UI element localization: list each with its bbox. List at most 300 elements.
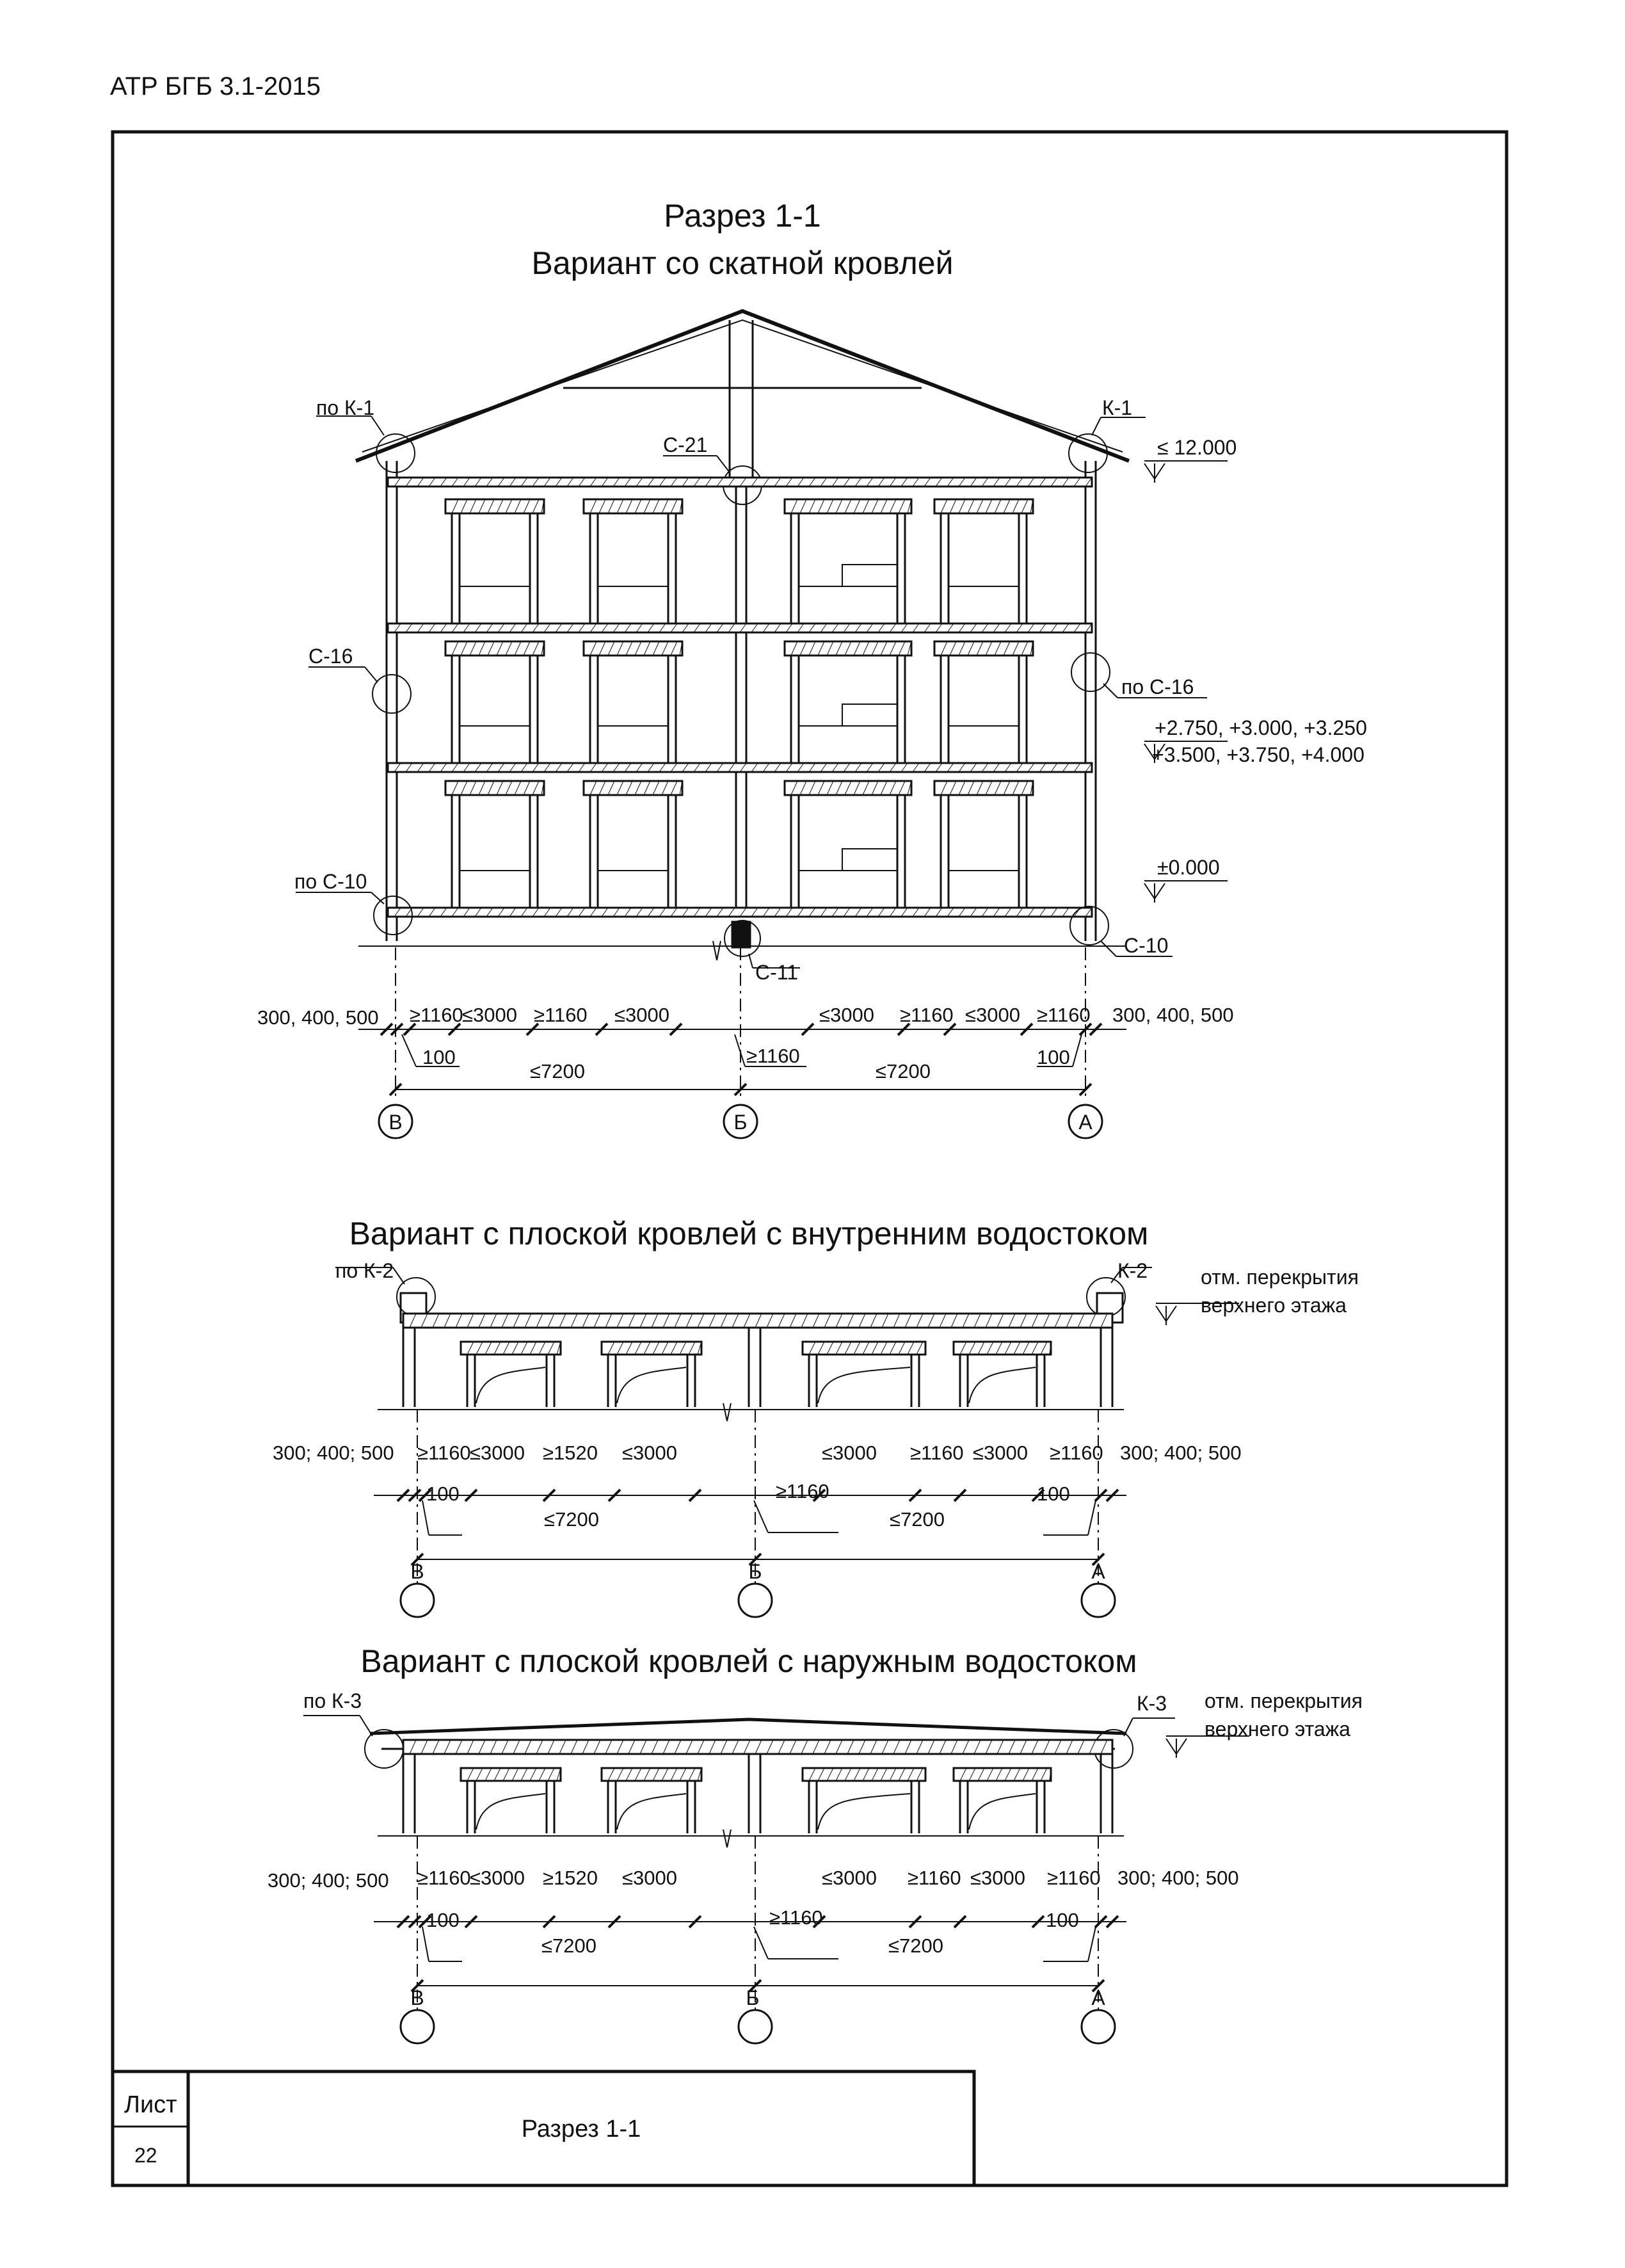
beam-hatch xyxy=(608,1768,614,1781)
beam-hatch xyxy=(1021,641,1028,655)
axis-b-3: Б xyxy=(746,1986,760,2009)
dim31-4: ≥1520 xyxy=(543,1867,598,1889)
beam-hatch xyxy=(845,499,851,513)
beam-hatch xyxy=(890,1342,896,1355)
beam-hatch xyxy=(644,1342,650,1355)
beam-hatch xyxy=(599,499,605,513)
beam-hatch xyxy=(497,499,503,513)
beam-hatch xyxy=(969,1342,975,1355)
beam-hatch xyxy=(515,499,521,513)
dim32-right: 100 xyxy=(1046,1909,1079,1931)
callout-k3: К-3 xyxy=(1137,1692,1167,1715)
beam-hatch xyxy=(1005,1768,1011,1781)
leader-line xyxy=(1124,1718,1133,1736)
beam-hatch xyxy=(476,1768,483,1781)
beam-hatch xyxy=(1005,1342,1011,1355)
dim31-left: 300; 400; 500 xyxy=(268,1869,389,1892)
dim21-8: ≤3000 xyxy=(973,1442,1028,1464)
dim31-9: ≥1160 xyxy=(1047,1867,1101,1889)
dim33-right: ≤7200 xyxy=(888,1934,943,1957)
beam-hatch xyxy=(968,781,974,795)
dim33-left: ≤7200 xyxy=(541,1934,596,1957)
beam-hatch xyxy=(488,499,494,513)
beam-hatch xyxy=(653,499,659,513)
leader-line xyxy=(360,1716,372,1736)
section-flat-roof-external xyxy=(268,1643,1363,2043)
dim2-left: 100 xyxy=(422,1046,456,1068)
dim1-3: ≤3000 xyxy=(462,1004,517,1026)
axis-v-1: В xyxy=(388,1111,403,1134)
beam-hatch xyxy=(476,1342,483,1355)
beam-hatch xyxy=(617,1768,623,1781)
beam-hatch xyxy=(506,499,512,513)
beam-hatch xyxy=(872,1768,878,1781)
level-note2-2: верхнего этажа xyxy=(1201,1294,1347,1317)
beam-hatch xyxy=(818,1342,824,1355)
beam-hatch xyxy=(635,641,641,655)
leader-line xyxy=(1101,941,1116,956)
leader-line xyxy=(1073,1034,1082,1066)
beam-hatch xyxy=(608,1342,614,1355)
beam-hatch xyxy=(872,641,878,655)
axis-marker xyxy=(1082,1584,1115,1617)
door-swing xyxy=(969,1367,1036,1403)
section3-title: Вариант с плоской кровлей с наружным водостоком xyxy=(360,1643,1137,1679)
beam-hatch xyxy=(827,641,833,655)
beam-hatch xyxy=(854,781,860,795)
level-mid-1: +2.750, +3.000, +3.250 xyxy=(1155,716,1367,739)
beam-hatch xyxy=(608,641,614,655)
dim2-mid: ≥1160 xyxy=(746,1045,800,1067)
beam-hatch xyxy=(969,1768,975,1781)
leader-line xyxy=(1092,417,1101,435)
roof-slope-flat xyxy=(370,1719,1126,1733)
break-mark xyxy=(713,941,721,960)
beam-hatch xyxy=(908,1342,914,1355)
beam-hatch xyxy=(524,781,530,795)
beam-hatch xyxy=(1014,1768,1020,1781)
beam-hatch xyxy=(689,1342,695,1355)
beam-hatch xyxy=(644,641,650,655)
door-line xyxy=(842,565,897,586)
beam-hatch xyxy=(791,781,797,795)
beam-hatch xyxy=(452,499,458,513)
beam-hatch xyxy=(1013,641,1019,655)
beam-hatch xyxy=(809,641,815,655)
dim21-9: ≥1160 xyxy=(1050,1442,1103,1464)
beam-hatch xyxy=(479,641,485,655)
beam-hatch xyxy=(941,499,947,513)
leader-line xyxy=(717,456,730,472)
beam-hatch xyxy=(872,1342,878,1355)
beam-hatch xyxy=(653,1768,659,1781)
beam-hatch xyxy=(818,641,824,655)
detail-circle-k2-right xyxy=(1087,1278,1125,1316)
beam-hatch xyxy=(845,1768,851,1781)
leader-line xyxy=(754,1500,768,1532)
beam-hatch xyxy=(617,641,623,655)
dim3-right: ≤7200 xyxy=(876,1060,931,1082)
beam-hatch xyxy=(479,499,485,513)
beam-hatch xyxy=(521,1342,527,1355)
beam-hatch xyxy=(635,1768,641,1781)
beam-hatch xyxy=(662,641,668,655)
beam-hatch xyxy=(818,781,824,795)
beam-hatch xyxy=(506,641,512,655)
break-mark xyxy=(723,1830,731,1847)
callout-c10: С-10 xyxy=(1124,934,1169,957)
beam-hatch xyxy=(590,781,596,795)
beam-hatch xyxy=(800,499,806,513)
foundation-block xyxy=(732,922,750,947)
beam-hatch xyxy=(917,1342,923,1355)
beam-hatch xyxy=(1004,781,1010,795)
beam-hatch xyxy=(515,641,521,655)
beam-hatch xyxy=(671,641,677,655)
beam-hatch xyxy=(1041,1768,1047,1781)
beam-hatch xyxy=(836,641,842,655)
beam-hatch xyxy=(836,499,842,513)
dim21-4: ≥1520 xyxy=(543,1442,598,1464)
level-note2-1: отм. перекрытия xyxy=(1201,1266,1359,1289)
beam-hatch xyxy=(996,1768,1002,1781)
beam-hatch xyxy=(845,781,851,795)
leader-line xyxy=(754,1927,768,1959)
floor-slab-0 xyxy=(388,478,1092,487)
dim21-7: ≥1160 xyxy=(910,1442,964,1464)
beam-hatch xyxy=(836,781,842,795)
beam-hatch xyxy=(644,781,650,795)
beam-hatch xyxy=(995,781,1001,795)
beam-hatch xyxy=(1013,781,1019,795)
dim32-mid: ≥1160 xyxy=(769,1906,823,1929)
document-code: АТР БГБ 3.1-2015 xyxy=(110,72,321,101)
dim32-left: 100 xyxy=(426,1909,460,1931)
beam-hatch xyxy=(671,781,677,795)
dim1-8: ≤3000 xyxy=(965,1004,1020,1026)
beam-hatch xyxy=(1023,1342,1029,1355)
beam-hatch xyxy=(959,641,965,655)
beam-hatch xyxy=(854,1768,860,1781)
beam-hatch xyxy=(845,1342,851,1355)
beam-hatch xyxy=(635,781,641,795)
dim31-6: ≤3000 xyxy=(822,1867,877,1889)
beam-hatch xyxy=(1032,1768,1038,1781)
beam-hatch xyxy=(959,781,965,795)
callout-c11: С-11 xyxy=(755,961,798,984)
beam-hatch xyxy=(986,641,992,655)
floor-slab-1 xyxy=(388,623,1092,632)
beam-hatch xyxy=(461,499,467,513)
leader-line xyxy=(371,892,384,904)
beam-hatch xyxy=(960,1768,966,1781)
beam-hatch xyxy=(863,499,869,513)
beam-hatch xyxy=(977,499,983,513)
dim21-2: ≥1160 xyxy=(417,1442,471,1464)
beam-hatch xyxy=(987,1342,993,1355)
beam-hatch xyxy=(452,641,458,655)
beam-hatch xyxy=(836,1768,842,1781)
beam-hatch xyxy=(617,1342,623,1355)
callout-po-k3: по К-3 xyxy=(303,1689,362,1712)
beam-hatch xyxy=(995,641,1001,655)
beam-hatch xyxy=(881,499,887,513)
beam-hatch xyxy=(863,1342,869,1355)
beam-hatch xyxy=(635,1342,641,1355)
beam-hatch xyxy=(986,499,992,513)
axis-marker xyxy=(739,2010,772,2043)
beam-hatch xyxy=(532,781,539,795)
dim1-6: ≤3000 xyxy=(819,1004,874,1026)
level-note3-1: отм. перекрытия xyxy=(1205,1689,1363,1712)
dim31-2: ≥1160 xyxy=(417,1867,471,1889)
beam-hatch xyxy=(968,641,974,655)
callout-po-c10: по С-10 xyxy=(294,870,367,893)
beam-hatch xyxy=(599,641,605,655)
callout-k1: К-1 xyxy=(1102,396,1133,419)
beam-hatch xyxy=(890,1768,896,1781)
callout-po-c16: по С-16 xyxy=(1121,675,1194,698)
beam-hatch xyxy=(827,1342,833,1355)
sheet-number: 22 xyxy=(134,2144,157,2167)
beam-hatch xyxy=(503,1342,509,1355)
dim1-7: ≥1160 xyxy=(900,1004,954,1026)
beam-hatch xyxy=(899,499,905,513)
beam-hatch xyxy=(467,1768,474,1781)
door-swing xyxy=(818,1794,910,1830)
axis-v-2: В xyxy=(410,1560,424,1583)
beam-hatch xyxy=(950,641,956,655)
door-line xyxy=(842,849,897,871)
beam-hatch xyxy=(881,1768,887,1781)
beam-hatch xyxy=(461,781,467,795)
beam-hatch xyxy=(809,781,815,795)
door-swing xyxy=(969,1794,1036,1830)
beam-hatch xyxy=(608,781,614,795)
leader-line xyxy=(365,667,378,682)
beam-hatch xyxy=(608,499,614,513)
beam-hatch xyxy=(680,1342,686,1355)
axis-marker xyxy=(739,1584,772,1617)
callout-c21: С-21 xyxy=(663,433,708,456)
detail-circle-c16 xyxy=(372,675,411,713)
dim31-right: 300; 400; 500 xyxy=(1117,1867,1239,1889)
beam-hatch xyxy=(1041,1342,1047,1355)
beam-hatch xyxy=(539,1768,545,1781)
beam-hatch xyxy=(488,781,494,795)
dim1-9: ≥1160 xyxy=(1037,1004,1091,1026)
beam-hatch xyxy=(908,1768,914,1781)
leader-line xyxy=(422,1500,429,1535)
door-swing xyxy=(818,1367,910,1403)
door-swing xyxy=(476,1794,545,1830)
dim1-left: 300, 400, 500 xyxy=(257,1006,379,1029)
beam-hatch xyxy=(863,781,869,795)
beam-hatch xyxy=(497,781,503,795)
beam-hatch xyxy=(987,1768,993,1781)
beam-hatch xyxy=(689,1768,695,1781)
door-line xyxy=(842,704,897,726)
beam-hatch xyxy=(548,1342,554,1355)
floor-slab-2 xyxy=(388,763,1092,772)
window-lintel xyxy=(461,1342,561,1355)
beam-hatch xyxy=(671,1342,677,1355)
beam-hatch xyxy=(1013,499,1019,513)
axis-marker xyxy=(1082,2010,1115,2043)
beam-hatch xyxy=(626,499,632,513)
beam-hatch xyxy=(521,1768,527,1781)
beam-hatch xyxy=(995,499,1001,513)
beam-hatch xyxy=(485,1342,492,1355)
beam-hatch xyxy=(590,499,596,513)
leader-line xyxy=(1088,1927,1096,1961)
beam-hatch xyxy=(978,1768,984,1781)
beam-hatch xyxy=(899,1768,905,1781)
beam-hatch xyxy=(617,499,623,513)
window-lintel xyxy=(954,1342,1051,1355)
beam-hatch xyxy=(950,499,956,513)
beam-hatch xyxy=(452,781,458,795)
beam-hatch xyxy=(671,499,677,513)
window-lintel xyxy=(461,1768,561,1781)
beam-hatch xyxy=(512,1342,518,1355)
section1-subtitle: Вариант со скатной кровлей xyxy=(531,245,954,281)
beam-hatch xyxy=(515,781,521,795)
detail-circle-k2-left xyxy=(397,1278,435,1316)
dim22-right: 100 xyxy=(1037,1483,1070,1505)
beam-hatch xyxy=(599,781,605,795)
beam-hatch xyxy=(809,499,815,513)
beam-hatch xyxy=(941,641,947,655)
beam-hatch xyxy=(977,781,983,795)
axis-marker xyxy=(401,1584,434,1617)
dim23-left: ≤7200 xyxy=(544,1508,599,1531)
beam-hatch xyxy=(1023,1768,1029,1781)
section1-title: Разрез 1-1 xyxy=(664,198,821,234)
dim2-right: 100 xyxy=(1037,1046,1070,1068)
beam-hatch xyxy=(470,499,476,513)
beam-hatch xyxy=(791,641,797,655)
dim22-mid: ≥1160 xyxy=(776,1480,829,1502)
window-lintel xyxy=(602,1342,701,1355)
axis-a-2: А xyxy=(1091,1560,1105,1583)
beam-hatch xyxy=(626,1768,632,1781)
leader-line xyxy=(749,954,753,968)
axis-b-1: Б xyxy=(733,1111,748,1134)
dim31-5: ≤3000 xyxy=(622,1867,677,1889)
beam-hatch xyxy=(671,1768,677,1781)
dim31-3: ≤3000 xyxy=(470,1867,525,1889)
beam-hatch xyxy=(1021,499,1028,513)
beam-hatch xyxy=(494,1768,500,1781)
beam-hatch xyxy=(827,1768,833,1781)
window-lintel xyxy=(954,1768,1051,1781)
beam-hatch xyxy=(899,781,905,795)
beam-hatch xyxy=(524,641,530,655)
window-lintel xyxy=(602,1768,701,1781)
beam-hatch xyxy=(653,781,659,795)
section2-title: Вариант с плоской кровлей с внутренним водостоком xyxy=(349,1216,1149,1251)
beam-hatch xyxy=(590,641,596,655)
beam-hatch xyxy=(662,781,668,795)
beam-hatch xyxy=(617,781,623,795)
beam-hatch xyxy=(978,1342,984,1355)
beam-hatch xyxy=(662,499,668,513)
axis-a-3: А xyxy=(1091,1986,1105,2009)
beam-hatch xyxy=(950,781,956,795)
beam-hatch xyxy=(494,1342,500,1355)
beam-hatch xyxy=(530,1768,536,1781)
beam-hatch xyxy=(532,641,539,655)
floor-slab-3 xyxy=(388,908,1092,917)
break-mark xyxy=(723,1403,731,1421)
beam-hatch xyxy=(470,641,476,655)
dim31-7: ≥1160 xyxy=(908,1867,961,1889)
roof-slope xyxy=(356,311,1129,461)
beam-hatch xyxy=(791,499,797,513)
beam-hatch xyxy=(863,1768,869,1781)
beam-hatch xyxy=(845,641,851,655)
beam-hatch xyxy=(1004,499,1010,513)
beam-hatch xyxy=(512,1768,518,1781)
beam-hatch xyxy=(809,1768,815,1781)
callout-k2: К-2 xyxy=(1117,1259,1148,1282)
dim23-right: ≤7200 xyxy=(890,1508,945,1531)
beam-hatch xyxy=(497,641,503,655)
beam-hatch xyxy=(941,781,947,795)
beam-hatch xyxy=(539,1342,545,1355)
door-swing xyxy=(617,1794,686,1830)
beam-hatch xyxy=(1032,1342,1038,1355)
beam-hatch xyxy=(890,499,896,513)
beam-hatch xyxy=(818,1768,824,1781)
dim22-left: 100 xyxy=(426,1483,460,1505)
beam-hatch xyxy=(890,781,896,795)
beam-hatch xyxy=(524,499,530,513)
beam-hatch xyxy=(968,499,974,513)
beam-hatch xyxy=(890,641,896,655)
beam-hatch xyxy=(644,1768,650,1781)
beam-hatch xyxy=(986,781,992,795)
beam-hatch xyxy=(854,499,860,513)
dim21-left: 300; 400; 500 xyxy=(273,1442,394,1464)
dim31-8: ≤3000 xyxy=(970,1867,1025,1889)
dim1-5: ≤3000 xyxy=(614,1004,669,1026)
beam-hatch xyxy=(863,641,869,655)
beam-hatch xyxy=(854,1342,860,1355)
sheet-label: Лист xyxy=(124,2091,177,2118)
axis-v-3: В xyxy=(410,1986,424,2009)
level-note3-2: верхнего этажа xyxy=(1205,1717,1350,1741)
roof-slab xyxy=(403,1314,1112,1328)
roof-slab xyxy=(403,1740,1112,1754)
beam-hatch xyxy=(503,1768,509,1781)
beam-hatch xyxy=(1021,781,1028,795)
beam-hatch xyxy=(827,781,833,795)
beam-hatch xyxy=(626,781,632,795)
dim21-5: ≤3000 xyxy=(622,1442,677,1464)
beam-hatch xyxy=(626,641,632,655)
beam-hatch xyxy=(626,1342,632,1355)
beam-hatch xyxy=(809,1342,815,1355)
beam-hatch xyxy=(653,641,659,655)
leader-line xyxy=(1103,684,1117,698)
dim21-right: 300; 400; 500 xyxy=(1120,1442,1242,1464)
callout-po-k1: по К-1 xyxy=(316,396,375,419)
beam-hatch xyxy=(960,1342,966,1355)
level-zero: ±0.000 xyxy=(1157,856,1220,879)
beam-hatch xyxy=(977,641,983,655)
